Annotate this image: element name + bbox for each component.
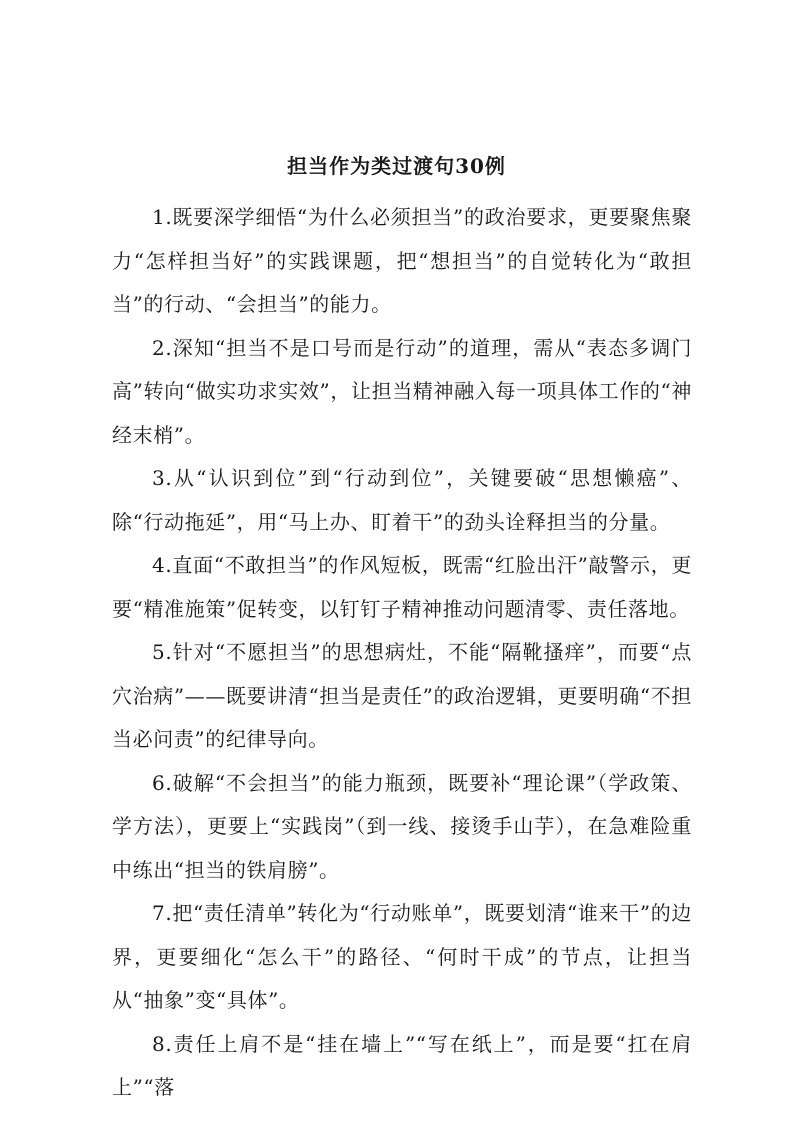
paragraph-2: 2.深知“担当不是口号而是行动”的道理，需从“表态多调门高”转向“做实功求实效”，让担当精神融入每一项具体工作的“神经末梢”。: [112, 335, 692, 447]
document-body: [112, 196, 692, 1110]
paragraph-5: 5.针对“不愿担当”的思想病灶，不能“隔靴搔痒”，而要“点穴治病”——既要讲清“担当是责任”的政治逻辑，更要明确“不担当必问责”的纪律导向。: [112, 640, 692, 751]
paragraph-4: 4.直面“不敢担当”的作风短板，既需“红脸出汗”敲警示，更要“精准施策”促转变，以钉钉子精神推动问题清零、责任落地。: [112, 553, 692, 621]
paragraph-6: 6.破解“不会担当”的能力瓶颈，既要补“理论课”（学政策、学方法），更要上“实践岗”（到一线、接烫手山芋），在急难险重中练出“担当的铁肩膀”。: [112, 770, 692, 882]
paragraph-1: 1.既要深学细悟“为什么必须担当”的政治要求，更要聚焦聚力“怎样担当好”的实践课题，把“想担当”的自觉转化为“敢担当”的行动、“会担当”的能力。: [112, 205, 692, 316]
paragraph-7: 7.把“责任清单”转化为“行动账单”，既要划清“谁来干”的边界，更要细化“怎么干”的路径、“何时干成”的节点，让担当从“抽象”变“具体”。: [112, 901, 692, 1012]
paragraph-8: 8.责任上肩不是“挂在墙上”“写在纸上”，而是要“扛在肩上”“落: [112, 1031, 692, 1099]
paragraph-3: 3.从“认识到位”到“行动到位”，关键要破“思想懒癌”、除“行动拖延”，用“马上办、盯着干”的劲头诠释担当的分量。: [112, 466, 692, 534]
document-title: 担当作为类过渡句30例: [287, 154, 506, 178]
